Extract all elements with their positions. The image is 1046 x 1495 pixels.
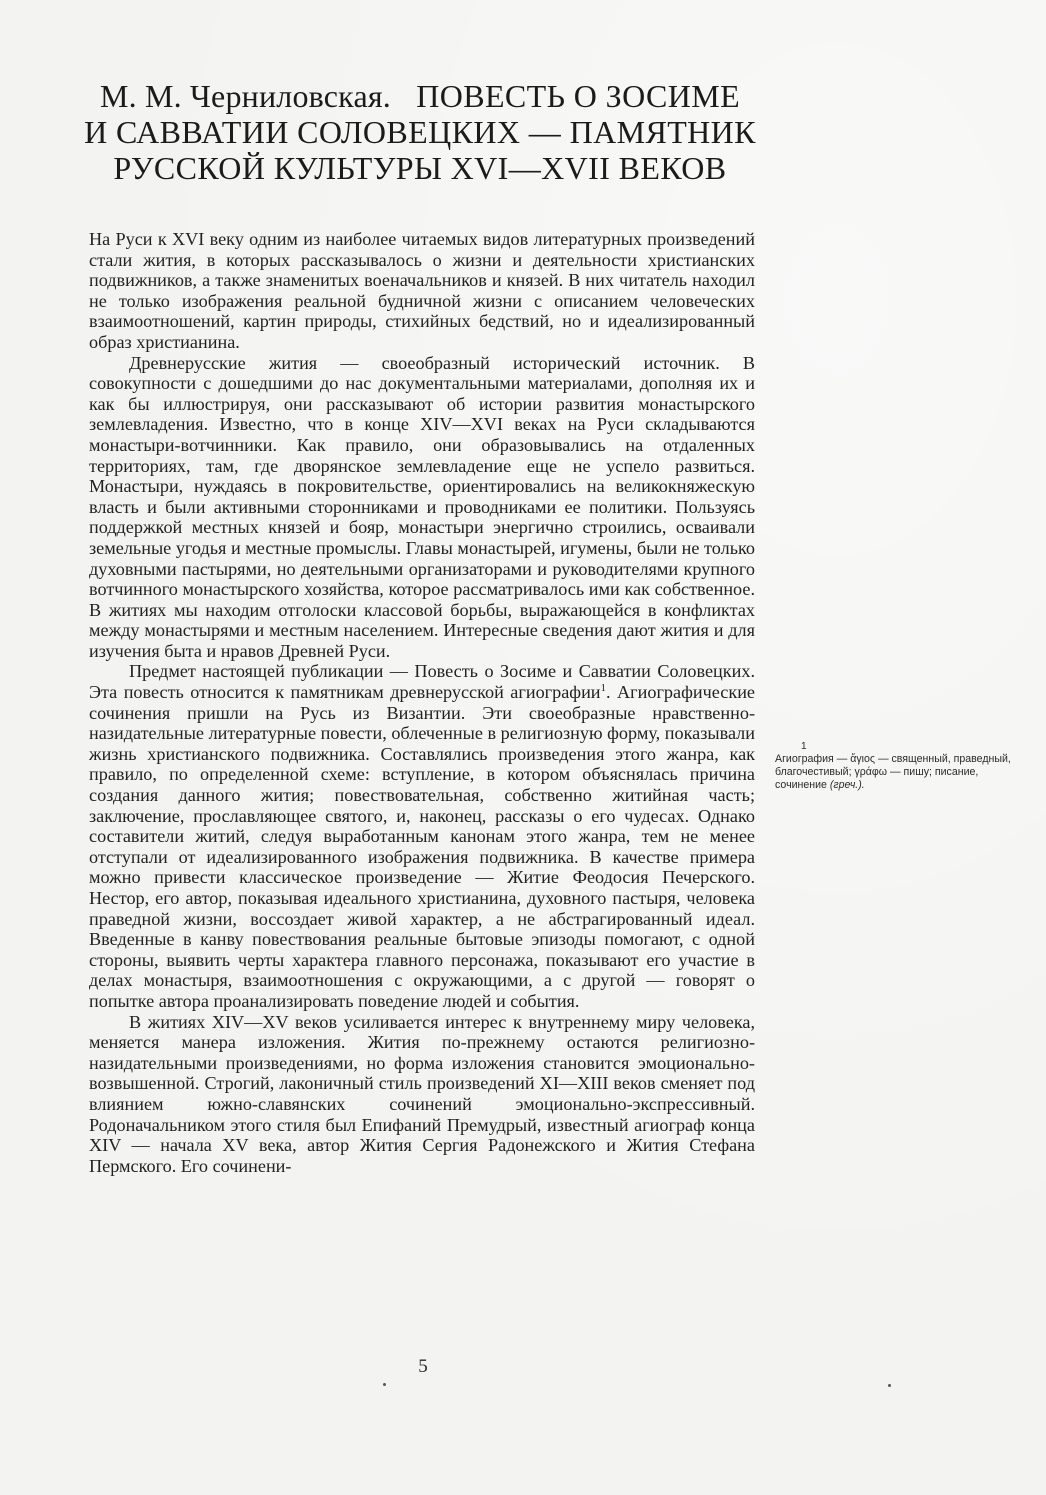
- paragraph-2: Древнерусские жития — своеобразный исторический источник. В совокупности с дошедшими до нас документальными материалами, дополняя их и как бы иллюстрируя, они рассказывают об истории развития монастырского землевладения. Известно, что в конце XIV—XVI веках на Руси складываются монастыри-вотчинники. Как правило, они образовывались на отдаленных территориях, там, где дворянское землевладение еще не успело развиться. Монастыри, нуждаясь в покровительстве, ориентировались на великокняжескую власть и были активными сторонниками и проводниками ее политики. Пользуясь поддержкой местных князей и бояр, монастыри энергично строились, осваивали земельные угодья и местные промыслы. Главы монастырей, игумены, были не только духовными пастырями, но деятельными организаторами и руководителями крупного вотчинного монастырского хозяйства, которое рассматривалось ими как собственное. В житиях мы находим отголоски классовой борьбы, выражающейся в конфликтах между монастырями и местным населением. Интересные сведения дают жития и для изучения быта и нравов Древней Руси.: [89, 352, 755, 661]
- paragraph-1: На Руси к XVI веку одним из наиболее читаемых видов литературных произведений стали жития, в которых рассказывалось о жизни и деятельности христианских подвижников, а также знаменитых военачальников и князей. В них читатель находил не только изображения реальной будничной жизни с описанием человеческих взаимоотношений, картин природы, стихийных бедствий, но и идеализированный образ христианина.: [89, 229, 755, 352]
- footnote-text: Агиография — ἅγιος — священный, праведный, благочестивый; γράφω — пишу; писание, сочинение: [775, 753, 1011, 791]
- paragraph-3-text-start: Предмет настоящей публикации — Повесть о Зосиме и Савватии Соловецких. Эта повесть относится к памятникам древнерусской агиографии: [89, 661, 755, 703]
- margin-footnote: [775, 740, 1013, 792]
- article-title-line-1: ПОВЕСТЬ О ЗОСИМЕ: [416, 78, 741, 114]
- article-title-line-2: И САВВАТИИ СОЛОВЕЦКИХ — ПАМЯТНИК: [84, 114, 756, 150]
- article-heading: [60, 78, 780, 186]
- article-author: М. М. Черниловская.: [99, 78, 391, 114]
- paper-speck: [383, 1383, 386, 1386]
- paragraph-3-text-end: . Агиографические сочинения пришли на Русь из Византии. Эти своеобразные нравственно-назидательные литературные повести, облеченные в религиозную форму, показывали жизнь христианского подвижника. Составлялись произведения этого жанра, как правило, по определенной схеме: вступление, в котором объяснялась причина создания данного жития; повествовательная, собственно житийная часть; заключение, прославляющее святого, и, наконец, рассказы о его чудесах. Однако составители житий, следуя выработанным канонам этого жанра, тем не менее отступали от идеализированного изображения подвижника. В качестве примера можно привести классическое произведение — Житие Феодосия Печерского. Нестор, его автор, показывая идеального христианина, духовного пастыря, человека праведной жизни, воссоздает живой характер, а не абстрагированный идеал. Введенные в канву повествования реальные бытовые эпизоды помогают, с одной стороны, выявить черты характера главного персонажа, показывают его участие в делах монастыря, взаимоотношения с окружающими, а с другой — говорят о попытке автора проанализировать поведение людей и события.: [89, 682, 755, 1011]
- page-number: 5: [418, 1356, 428, 1377]
- footnote-abbreviation: (греч.).: [829, 779, 865, 791]
- paragraph-4: В житиях XIV—XV веков усиливается интерес к внутреннему миру человека, меняется манера изложения. Жития по-прежнему остаются религиозно-назидательными произведениями, но форма изложения становится эмоционально-возвышенной. Строгий, лаконичный стиль произведений XI—XIII веков сменяет под влиянием южно-славянских сочинений эмоционально-экспрессивный. Родоначальником этого стиля был Епифаний Премудрый, известный агиограф конца XIV — начала XV века, автор Жития Сергия Радонежского и Жития Стефана Пермского. Его сочинени-: [89, 1011, 755, 1176]
- footnote-reference: 1: [600, 682, 607, 694]
- footnote-number: 1: [801, 741, 807, 752]
- paper-speck: [888, 1384, 891, 1387]
- article-body: [89, 229, 755, 1176]
- article-title-line-3: РУССКОЙ КУЛЬТУРЫ XVI—XVII ВЕКОВ: [113, 150, 727, 186]
- paragraph-3: [89, 661, 755, 1011]
